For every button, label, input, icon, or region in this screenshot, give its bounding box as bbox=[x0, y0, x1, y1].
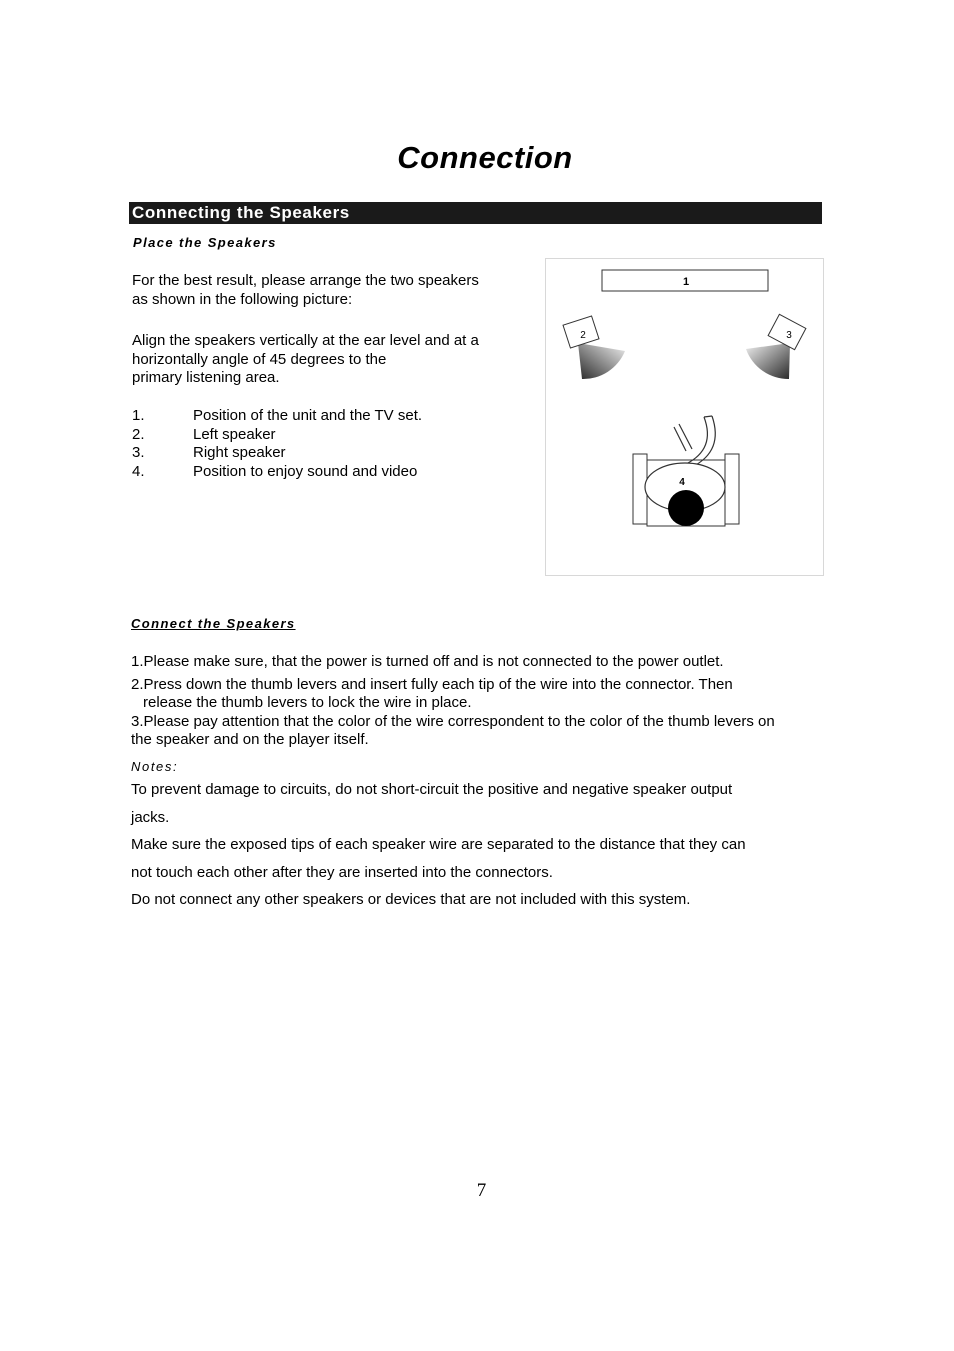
section-header-bar: Connecting the Speakers bbox=[129, 202, 822, 224]
list-number: 3. bbox=[132, 444, 145, 461]
align-paragraph bbox=[132, 332, 532, 388]
list-number: 4. bbox=[132, 462, 145, 480]
step-2-line-1: 2.Press down the thumb levers and insert fully each tip of the wire into the connector. Then bbox=[131, 675, 733, 693]
diagram-svg bbox=[546, 259, 823, 575]
note-line: To prevent damage to circuits, do not short-circuit the positive and negative speaker output bbox=[131, 781, 733, 798]
page-title: Connection bbox=[397, 140, 573, 175]
list-item bbox=[132, 463, 422, 482]
connect-speakers-heading: Connect the Speakers bbox=[131, 616, 296, 631]
list-text: Position to enjoy sound and video bbox=[193, 462, 418, 480]
left-speaker-label: 2 bbox=[580, 330, 586, 341]
note-line: Do not connect any other speakers or devices that are not included with this system. bbox=[131, 891, 691, 909]
list-text: Position of the unit and the TV set. bbox=[193, 407, 423, 424]
left-speaker bbox=[563, 316, 625, 379]
intro-paragraph bbox=[132, 272, 532, 309]
step-2-line-2: release the thumb levers to lock the wire in place. bbox=[143, 694, 472, 711]
list-text: Left speaker bbox=[193, 425, 276, 443]
listener-label: 4 bbox=[679, 477, 685, 488]
speaker-placement-diagram bbox=[545, 258, 824, 576]
align-line: horizontally angle of 45 degrees to the bbox=[132, 350, 387, 368]
note-line: not touch each other after they are inserted into the connectors. bbox=[131, 863, 553, 881]
note-line: jacks. bbox=[131, 808, 170, 826]
step-1: 1.Please make sure, that the power is turned off and is not connected to the power outlet. bbox=[131, 653, 724, 670]
list-text: Right speaker bbox=[193, 444, 286, 461]
intro-line: as shown in the following picture: bbox=[132, 290, 353, 308]
listener-chair bbox=[633, 416, 739, 526]
align-line: Align the speakers vertically at the ear level and at a bbox=[132, 332, 479, 349]
tv-label: 1 bbox=[682, 276, 690, 288]
page-number: 7 bbox=[476, 1180, 487, 1201]
list-number: 1. bbox=[132, 407, 145, 424]
right-speaker-label: 3 bbox=[786, 330, 792, 341]
right-speaker bbox=[746, 314, 806, 379]
step-3-line-2: the speaker and on the player itself. bbox=[131, 731, 369, 748]
note-line: Make sure the exposed tips of each speaker wire are separated to the distance that they can bbox=[131, 836, 746, 854]
list-item bbox=[132, 444, 422, 463]
notes-label: Notes: bbox=[131, 759, 179, 774]
tv-unit bbox=[602, 270, 768, 291]
align-line: primary listening area. bbox=[132, 369, 280, 386]
notes-text bbox=[131, 776, 831, 914]
list-item bbox=[132, 407, 422, 426]
connection-steps bbox=[131, 653, 851, 750]
step-3-line-1: 3.Please pay attention that the color of the wire correspondent to the color of the thumb levers on bbox=[131, 712, 775, 730]
list-number: 2. bbox=[132, 425, 145, 443]
intro-line: For the best result, please arrange the two speakers bbox=[132, 272, 479, 289]
place-speakers-heading: Place the Speakers bbox=[133, 235, 277, 250]
position-list bbox=[132, 407, 422, 481]
list-item bbox=[132, 426, 422, 445]
